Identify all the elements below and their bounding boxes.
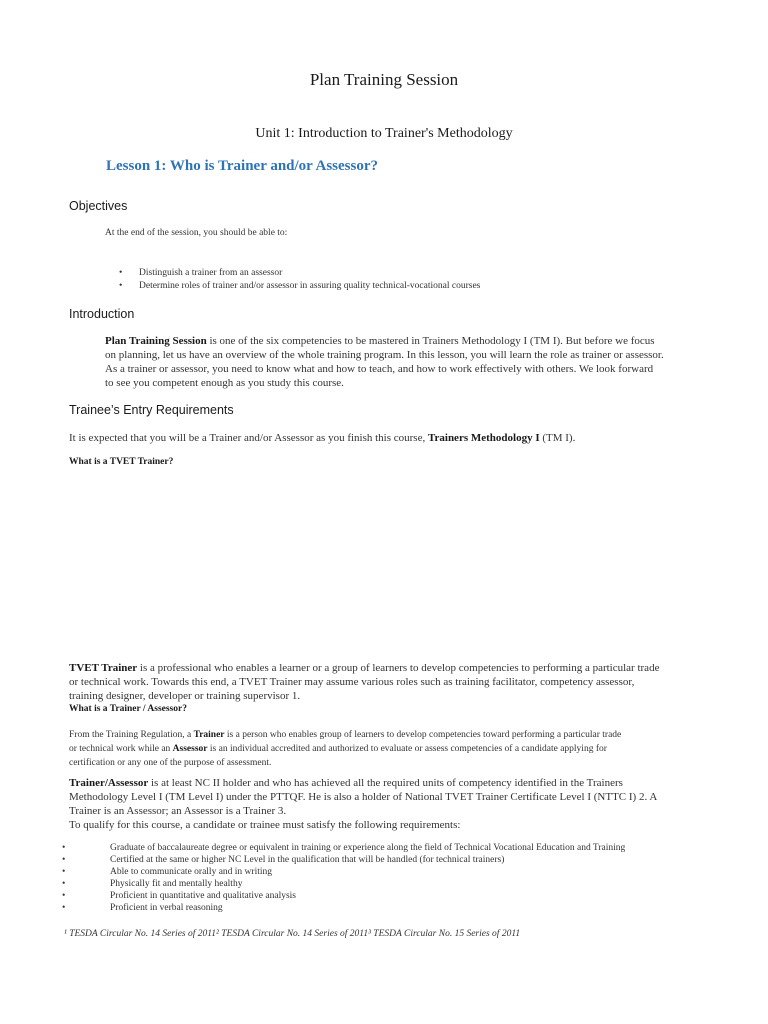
requirement-item: • Certified at the same or higher NC Level in the qualification that will be handled (for technical trainers) bbox=[62, 855, 505, 865]
trainer-assessor-line: To qualify for this course, a candidate or trainee must satisfy the following requirements: bbox=[69, 819, 461, 831]
requirement-item: • Physically fit and mentally healthy bbox=[62, 879, 243, 889]
trainer-assessor-line: Trainer/Assessor is at least NC II holder and who has achieved all the required units of competency identified in the Trainers bbox=[69, 777, 623, 789]
footnote: ¹ TESDA Circular No. 14 Series of 2011² TESDA Circular No. 14 Series of 2011³ TESDA Circular No. 15 Series of 2011 bbox=[64, 929, 521, 939]
bullet-icon: • bbox=[62, 903, 66, 913]
unit-heading: Unit 1: Introduction to Trainer's Methodology bbox=[255, 126, 513, 141]
tvet-definition-line: training designer, developer or training supervisor 1. bbox=[69, 690, 301, 702]
introduction-line: As a trainer or assessor, you need to know what and how to teach, and how to work effectively with others. We look forward bbox=[105, 363, 654, 375]
page-title: Plan Training Session bbox=[309, 70, 459, 89]
objectives-heading: Objectives bbox=[69, 199, 128, 213]
regulation-line: or technical work while an Assessor is an individual accredited and authorized to evaluate or assess competencies of a candidate applying for bbox=[69, 744, 607, 754]
requirement-item: • Proficient in quantitative and qualitative analysis bbox=[62, 891, 296, 901]
bullet-icon: • bbox=[62, 843, 66, 853]
entry-requirements-heading: Trainee’s Entry Requirements bbox=[69, 403, 234, 417]
introduction-heading: Introduction bbox=[69, 307, 135, 321]
entry-requirements-text: It is expected that you will be a Trainer and/or Assessor as you finish this course, Trainers Methodology I (TM I). bbox=[69, 432, 576, 444]
introduction-line: to see you competent enough as you study this course. bbox=[105, 377, 344, 389]
requirement-item: • Graduate of baccalaureate degree or equivalent in training or experience along the field of Technical Vocational Education and Training bbox=[62, 843, 626, 853]
requirement-item: • Proficient in verbal reasoning bbox=[62, 903, 223, 913]
trainer-assessor-line: Trainer is an Assessor; an Assessor is a Trainer 3. bbox=[69, 805, 287, 817]
bullet-icon: • bbox=[62, 867, 66, 877]
bullet-icon: • bbox=[119, 281, 123, 291]
tvet-question: What is a TVET Trainer? bbox=[69, 457, 174, 467]
introduction-line: Plan Training Session is one of the six competencies to be mastered in Trainers Methodology I (TM I). But before we focus bbox=[105, 335, 655, 347]
bullet-icon: • bbox=[119, 268, 123, 278]
trainer-assessor-line: Methodology Level I (TM Level I) under the PTTQF. He is also a holder of National TVET Trainer Certificate Level I (NTTC I) 2. A bbox=[69, 791, 658, 803]
tvet-definition-line: TVET Trainer is a professional who enables a learner or a group of learners to develop competencies to performing a particular trade bbox=[69, 662, 660, 674]
assessor-question: What is a Trainer / Assessor? bbox=[69, 704, 187, 714]
introduction-bold-lead: Plan Training Session bbox=[105, 335, 207, 347]
regulation-line: certification or any one of the purpose of assessment. bbox=[69, 758, 272, 768]
objectives-intro: At the end of the session, you should be able to: bbox=[105, 228, 288, 238]
trainer-assessor-bold-lead: Trainer/Assessor bbox=[69, 777, 149, 789]
tvet-definition-line: or technical work. Towards this end, a TVET Trainer may assume various roles such as training facilitator, competency assessor, bbox=[69, 676, 635, 688]
requirement-item: • Able to communicate orally and in writing bbox=[62, 867, 272, 877]
lesson-heading: Lesson 1: Who is Trainer and/or Assessor? bbox=[106, 158, 378, 174]
objective-item: • Determine roles of trainer and/or assessor in assuring quality technical-vocational courses bbox=[119, 281, 481, 291]
bullet-icon: • bbox=[62, 879, 66, 889]
objective-item: • Distinguish a trainer from an assessor bbox=[119, 268, 283, 278]
bullet-icon: • bbox=[62, 891, 66, 901]
introduction-line: on planning, let us have an overview of the whole training program. In this lesson, you will learn the role as trainer or assessor. bbox=[105, 349, 664, 361]
tvet-bold-lead: TVET Trainer bbox=[69, 662, 138, 674]
bullet-icon: • bbox=[62, 855, 66, 865]
regulation-line: From the Training Regulation, a Trainer is a person who enables group of learners to develop competencies toward performing a particular trade bbox=[69, 730, 622, 740]
